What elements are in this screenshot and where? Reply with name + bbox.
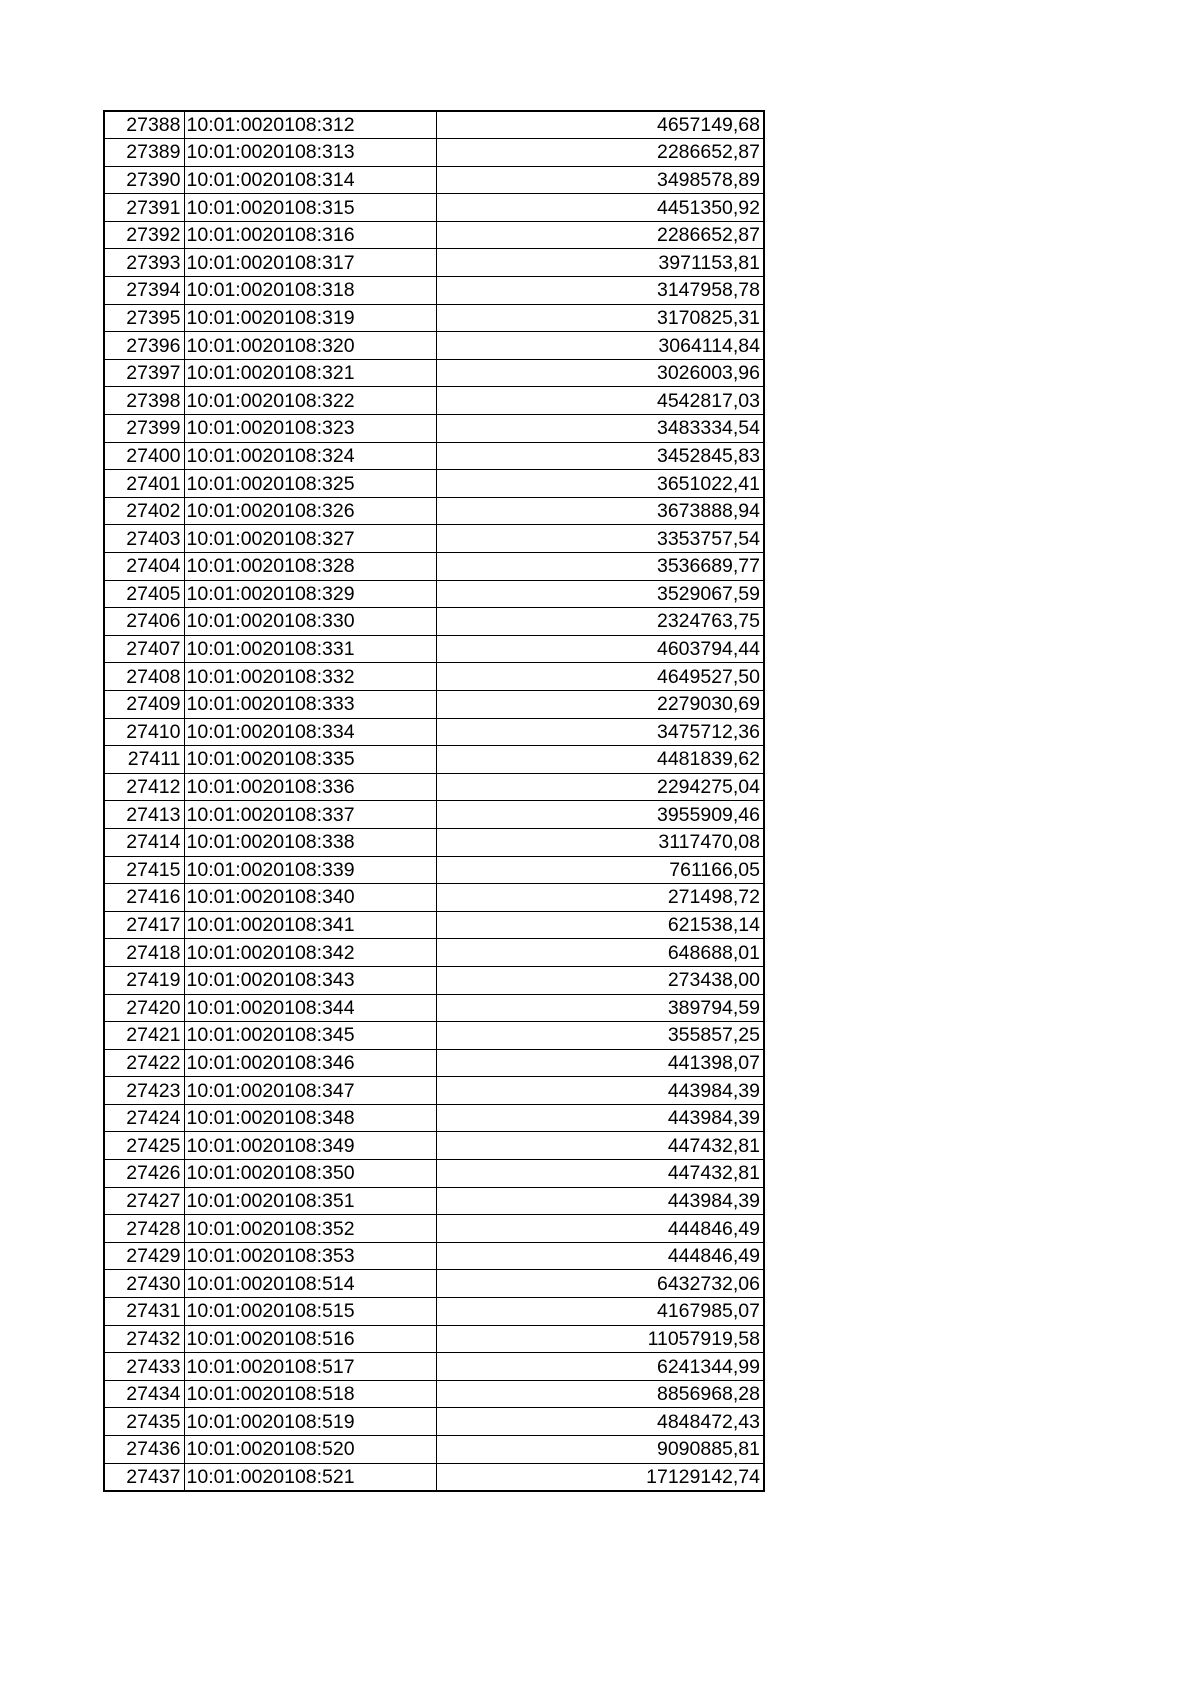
value-cell: 3483334,54 [436, 415, 764, 443]
row-id-cell: 27421 [104, 1022, 184, 1050]
cadastral-number-cell: 10:01:0020108:332 [184, 663, 436, 691]
table-row [104, 966, 764, 994]
table-row [104, 663, 764, 691]
table-row [104, 387, 764, 415]
cadastral-number-cell: 10:01:0020108:328 [184, 553, 436, 581]
value-cell: 8856968,28 [436, 1380, 764, 1408]
row-id-cell: 27420 [104, 994, 184, 1022]
row-id-cell: 27403 [104, 525, 184, 553]
row-id-cell: 27393 [104, 249, 184, 277]
cadastral-number-cell: 10:01:0020108:320 [184, 332, 436, 360]
row-id-cell: 27431 [104, 1298, 184, 1326]
value-cell: 3673888,94 [436, 497, 764, 525]
value-cell: 6241344,99 [436, 1353, 764, 1381]
cadastral-number-cell: 10:01:0020108:343 [184, 966, 436, 994]
cadastral-number-cell: 10:01:0020108:334 [184, 718, 436, 746]
table-row [104, 801, 764, 829]
row-id-cell: 27432 [104, 1325, 184, 1353]
cadastral-number-cell: 10:01:0020108:318 [184, 277, 436, 305]
value-cell: 2286652,87 [436, 139, 764, 167]
cadastral-number-cell: 10:01:0020108:326 [184, 497, 436, 525]
row-id-cell: 27407 [104, 635, 184, 663]
row-id-cell: 27388 [104, 111, 184, 139]
row-id-cell: 27389 [104, 139, 184, 167]
cadastral-number-cell: 10:01:0020108:514 [184, 1270, 436, 1298]
row-id-cell: 27392 [104, 221, 184, 249]
row-id-cell: 27418 [104, 939, 184, 967]
row-id-cell: 27413 [104, 801, 184, 829]
row-id-cell: 27426 [104, 1160, 184, 1188]
table-row [104, 718, 764, 746]
table-row [104, 856, 764, 884]
value-cell: 4167985,07 [436, 1298, 764, 1326]
row-id-cell: 27398 [104, 387, 184, 415]
table-row [104, 994, 764, 1022]
cadastral-number-cell: 10:01:0020108:337 [184, 801, 436, 829]
cadastral-number-cell: 10:01:0020108:313 [184, 139, 436, 167]
value-cell: 6432732,06 [436, 1270, 764, 1298]
table-row [104, 111, 764, 139]
cadastral-number-cell: 10:01:0020108:520 [184, 1436, 436, 1464]
cadastral-number-cell: 10:01:0020108:323 [184, 415, 436, 443]
cadastral-number-cell: 10:01:0020108:516 [184, 1325, 436, 1353]
value-cell: 3170825,31 [436, 304, 764, 332]
value-cell: 2294275,04 [436, 773, 764, 801]
table-row [104, 497, 764, 525]
row-id-cell: 27394 [104, 277, 184, 305]
cadastral-number-cell: 10:01:0020108:350 [184, 1160, 436, 1188]
table-row [104, 828, 764, 856]
cadastral-number-cell: 10:01:0020108:312 [184, 111, 436, 139]
row-id-cell: 27396 [104, 332, 184, 360]
row-id-cell: 27397 [104, 359, 184, 387]
value-cell: 4603794,44 [436, 635, 764, 663]
value-cell: 9090885,81 [436, 1436, 764, 1464]
value-cell: 441398,07 [436, 1049, 764, 1077]
cadastral-number-cell: 10:01:0020108:322 [184, 387, 436, 415]
table-row [104, 1270, 764, 1298]
row-id-cell: 27400 [104, 442, 184, 470]
cadastral-number-cell: 10:01:0020108:319 [184, 304, 436, 332]
row-id-cell: 27429 [104, 1242, 184, 1270]
cadastral-number-cell: 10:01:0020108:325 [184, 470, 436, 498]
cadastral-number-cell: 10:01:0020108:315 [184, 194, 436, 222]
table-row [104, 1187, 764, 1215]
cadastral-number-cell: 10:01:0020108:336 [184, 773, 436, 801]
cadastral-number-cell: 10:01:0020108:344 [184, 994, 436, 1022]
cadastral-number-cell: 10:01:0020108:339 [184, 856, 436, 884]
value-cell: 444846,49 [436, 1242, 764, 1270]
cadastral-value-table [103, 110, 765, 1492]
value-cell: 389794,59 [436, 994, 764, 1022]
value-cell: 11057919,58 [436, 1325, 764, 1353]
value-cell: 3026003,96 [436, 359, 764, 387]
table-row [104, 1022, 764, 1050]
cadastral-number-cell: 10:01:0020108:335 [184, 746, 436, 774]
table-body [104, 111, 764, 1491]
value-cell: 4451350,92 [436, 194, 764, 222]
cadastral-number-cell: 10:01:0020108:351 [184, 1187, 436, 1215]
row-id-cell: 27406 [104, 608, 184, 636]
value-cell: 4542817,03 [436, 387, 764, 415]
value-cell: 447432,81 [436, 1132, 764, 1160]
value-cell: 761166,05 [436, 856, 764, 884]
cadastral-number-cell: 10:01:0020108:317 [184, 249, 436, 277]
row-id-cell: 27425 [104, 1132, 184, 1160]
cadastral-number-cell: 10:01:0020108:347 [184, 1077, 436, 1105]
row-id-cell: 27427 [104, 1187, 184, 1215]
value-cell: 273438,00 [436, 966, 764, 994]
value-cell: 4848472,43 [436, 1408, 764, 1436]
row-id-cell: 27405 [104, 580, 184, 608]
table-row [104, 553, 764, 581]
row-id-cell: 27422 [104, 1049, 184, 1077]
cadastral-number-cell: 10:01:0020108:330 [184, 608, 436, 636]
table-row [104, 939, 764, 967]
value-cell: 3536689,77 [436, 553, 764, 581]
row-id-cell: 27434 [104, 1380, 184, 1408]
cadastral-number-cell: 10:01:0020108:331 [184, 635, 436, 663]
cadastral-number-cell: 10:01:0020108:341 [184, 911, 436, 939]
cadastral-number-cell: 10:01:0020108:333 [184, 690, 436, 718]
cadastral-number-cell: 10:01:0020108:314 [184, 166, 436, 194]
table-row [104, 415, 764, 443]
table-row [104, 221, 764, 249]
value-cell: 3117470,08 [436, 828, 764, 856]
row-id-cell: 27414 [104, 828, 184, 856]
value-cell: 3651022,41 [436, 470, 764, 498]
row-id-cell: 27401 [104, 470, 184, 498]
cadastral-number-cell: 10:01:0020108:517 [184, 1353, 436, 1381]
table-row [104, 580, 764, 608]
value-cell: 3529067,59 [436, 580, 764, 608]
value-cell: 443984,39 [436, 1104, 764, 1132]
value-cell: 447432,81 [436, 1160, 764, 1188]
row-id-cell: 27424 [104, 1104, 184, 1132]
cadastral-number-cell: 10:01:0020108:340 [184, 884, 436, 912]
value-cell: 2324763,75 [436, 608, 764, 636]
cadastral-number-cell: 10:01:0020108:519 [184, 1408, 436, 1436]
row-id-cell: 27410 [104, 718, 184, 746]
value-cell: 2286652,87 [436, 221, 764, 249]
cadastral-number-cell: 10:01:0020108:352 [184, 1215, 436, 1243]
value-cell: 4657149,68 [436, 111, 764, 139]
cadastral-number-cell: 10:01:0020108:515 [184, 1298, 436, 1326]
table-row [104, 1380, 764, 1408]
value-cell: 443984,39 [436, 1077, 764, 1105]
table-row [104, 277, 764, 305]
row-id-cell: 27433 [104, 1353, 184, 1381]
value-cell: 17129142,74 [436, 1463, 764, 1491]
row-id-cell: 27390 [104, 166, 184, 194]
row-id-cell: 27402 [104, 497, 184, 525]
table-row [104, 884, 764, 912]
table-row [104, 1160, 764, 1188]
table-row [104, 1077, 764, 1105]
value-cell: 355857,25 [436, 1022, 764, 1050]
table-row [104, 1436, 764, 1464]
cadastral-number-cell: 10:01:0020108:353 [184, 1242, 436, 1270]
value-cell: 3147958,78 [436, 277, 764, 305]
row-id-cell: 27423 [104, 1077, 184, 1105]
value-cell: 443984,39 [436, 1187, 764, 1215]
table-row [104, 1325, 764, 1353]
row-id-cell: 27411 [104, 746, 184, 774]
cadastral-number-cell: 10:01:0020108:324 [184, 442, 436, 470]
table-row [104, 1215, 764, 1243]
value-cell: 444846,49 [436, 1215, 764, 1243]
row-id-cell: 27404 [104, 553, 184, 581]
value-cell: 4481839,62 [436, 746, 764, 774]
value-cell: 3971153,81 [436, 249, 764, 277]
table-row [104, 359, 764, 387]
table-row [104, 911, 764, 939]
value-cell: 621538,14 [436, 911, 764, 939]
row-id-cell: 27399 [104, 415, 184, 443]
table-row [104, 608, 764, 636]
cadastral-number-cell: 10:01:0020108:518 [184, 1380, 436, 1408]
table-row [104, 139, 764, 167]
row-id-cell: 27395 [104, 304, 184, 332]
table-row [104, 1049, 764, 1077]
table-row [104, 635, 764, 663]
table-row [104, 1298, 764, 1326]
cadastral-number-cell: 10:01:0020108:327 [184, 525, 436, 553]
row-id-cell: 27412 [104, 773, 184, 801]
row-id-cell: 27419 [104, 966, 184, 994]
value-cell: 3498578,89 [436, 166, 764, 194]
table-row [104, 746, 764, 774]
row-id-cell: 27436 [104, 1436, 184, 1464]
table-row [104, 1463, 764, 1491]
cadastral-number-cell: 10:01:0020108:316 [184, 221, 436, 249]
table-row [104, 1353, 764, 1381]
value-cell: 3353757,54 [436, 525, 764, 553]
cadastral-number-cell: 10:01:0020108:346 [184, 1049, 436, 1077]
table-row [104, 525, 764, 553]
table-row [104, 1408, 764, 1436]
row-id-cell: 27437 [104, 1463, 184, 1491]
cadastral-number-cell: 10:01:0020108:342 [184, 939, 436, 967]
cadastral-number-cell: 10:01:0020108:349 [184, 1132, 436, 1160]
table-row [104, 690, 764, 718]
cadastral-number-cell: 10:01:0020108:521 [184, 1463, 436, 1491]
table-row [104, 166, 764, 194]
row-id-cell: 27430 [104, 1270, 184, 1298]
value-cell: 271498,72 [436, 884, 764, 912]
table-row [104, 1132, 764, 1160]
row-id-cell: 27416 [104, 884, 184, 912]
table-row [104, 249, 764, 277]
cadastral-number-cell: 10:01:0020108:329 [184, 580, 436, 608]
table-row [104, 332, 764, 360]
cadastral-number-cell: 10:01:0020108:348 [184, 1104, 436, 1132]
table-row [104, 773, 764, 801]
row-id-cell: 27415 [104, 856, 184, 884]
value-cell: 3475712,36 [436, 718, 764, 746]
cadastral-number-cell: 10:01:0020108:338 [184, 828, 436, 856]
value-cell: 3452845,83 [436, 442, 764, 470]
table-row [104, 1242, 764, 1270]
table-row [104, 194, 764, 222]
value-cell: 4649527,50 [436, 663, 764, 691]
cadastral-number-cell: 10:01:0020108:321 [184, 359, 436, 387]
row-id-cell: 27417 [104, 911, 184, 939]
value-cell: 648688,01 [436, 939, 764, 967]
table-row [104, 442, 764, 470]
row-id-cell: 27428 [104, 1215, 184, 1243]
cadastral-number-cell: 10:01:0020108:345 [184, 1022, 436, 1050]
row-id-cell: 27391 [104, 194, 184, 222]
table-row [104, 470, 764, 498]
row-id-cell: 27408 [104, 663, 184, 691]
value-cell: 3955909,46 [436, 801, 764, 829]
row-id-cell: 27435 [104, 1408, 184, 1436]
table-row [104, 304, 764, 332]
value-cell: 3064114,84 [436, 332, 764, 360]
value-cell: 2279030,69 [436, 690, 764, 718]
row-id-cell: 27409 [104, 690, 184, 718]
table-row [104, 1104, 764, 1132]
